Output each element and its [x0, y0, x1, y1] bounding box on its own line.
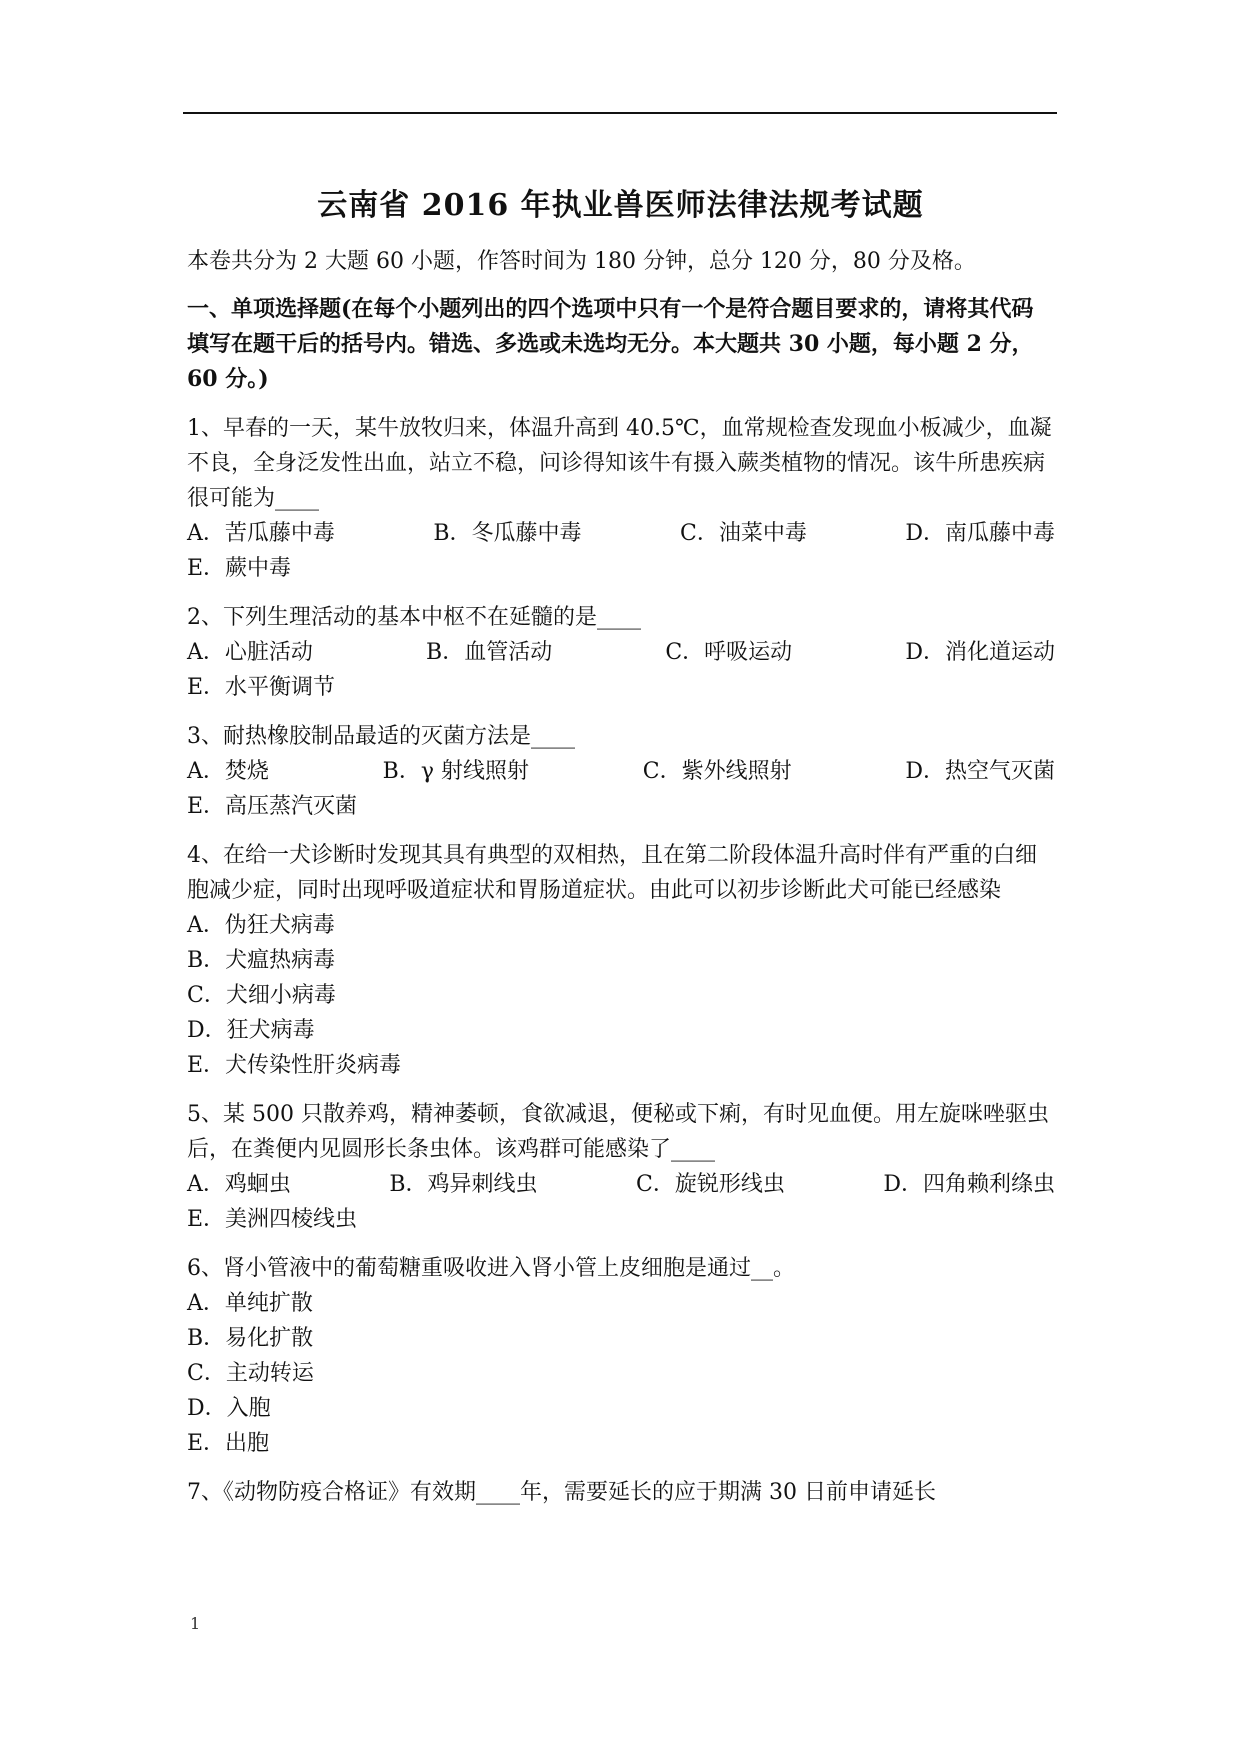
option-d: D．入胞	[187, 1396, 271, 1421]
question-1	[187, 411, 1055, 586]
option-d: D．四角赖利绦虫	[883, 1172, 1055, 1197]
option-a: A．单纯扩散	[187, 1291, 313, 1316]
option-e: E．犬传染性肝炎病毒	[187, 1053, 402, 1078]
option-a: A．焚烧	[187, 759, 269, 784]
option-d: D．热空气灭菌	[905, 759, 1055, 784]
option-b: B．γ 射线照射	[382, 759, 529, 784]
option-c: C．主动转运	[187, 1361, 314, 1386]
options-row	[187, 754, 1055, 789]
question-text: 2、下列生理活动的基本中枢不在延髓的是____	[187, 605, 641, 630]
option-e: E．高压蒸汽灭菌	[187, 794, 358, 819]
question-text: 5、某 500 只散养鸡，精神萎顿，食欲减退，便秘或下痢，有时见血便。用左旋咪唑驱虫后，在粪便内见圆形长条虫体。该鸡群可能感染了____	[187, 1102, 1049, 1162]
option-a: A．鸡蛔虫	[187, 1172, 291, 1197]
question-5	[187, 1097, 1055, 1237]
page-number: 1	[190, 1614, 201, 1633]
header-rule	[183, 112, 1057, 114]
option-e: E．美洲四棱线虫	[187, 1207, 358, 1232]
section-heading: 一、单项选择题(在每个小题列出的四个选项中只有一个是符合题目要求的，请将其代码填写在题干后的括号内。错选、多选或未选均无分。本大题共 30 小题，每小题 2 分，60 分。)	[187, 296, 1034, 392]
option-b: B．鸡异刺线虫	[389, 1172, 538, 1197]
option-b: B．冬瓜藤中毒	[433, 521, 582, 546]
option-d: D．南瓜藤中毒	[905, 521, 1055, 546]
question-text: 3、耐热橡胶制品最适的灭菌方法是____	[187, 724, 575, 749]
option-a: A．伪狂犬病毒	[187, 913, 335, 938]
option-c: C．旋锐形线虫	[636, 1172, 785, 1197]
option-c: C．犬细小病毒	[187, 983, 336, 1008]
question-4	[187, 838, 1055, 1083]
options-list	[187, 908, 1055, 1083]
option-e: E．蕨中毒	[187, 556, 292, 581]
page-title: 云南省 2016 年执业兽医师法律法规考试题	[317, 188, 924, 223]
question-7	[187, 1475, 1055, 1510]
options-row	[187, 516, 1055, 551]
exam-intro: 本卷共分为 2 大题 60 小题，作答时间为 180 分钟，总分 120 分，80 分及格。	[187, 249, 976, 274]
option-b: B．易化扩散	[187, 1326, 314, 1351]
option-d: D．狂犬病毒	[187, 1018, 315, 1043]
option-b: B．犬瘟热病毒	[187, 948, 336, 973]
question-6	[187, 1251, 1055, 1461]
options-row	[187, 1167, 1055, 1202]
option-a: A．心脏活动	[187, 640, 313, 665]
option-e: E．出胞	[187, 1431, 270, 1456]
question-text: 7、《动物防疫合格证》有效期____年，需要延长的应于期满 30 日前申请延长	[187, 1480, 936, 1505]
question-3	[187, 719, 1055, 824]
options-row	[187, 635, 1055, 670]
option-c: C．油菜中毒	[680, 521, 807, 546]
option-c: C．呼吸运动	[665, 640, 793, 665]
document-body	[187, 244, 1055, 1510]
option-b: B．血管活动	[426, 640, 553, 665]
question-text: 6、肾小管液中的葡萄糖重吸收进入肾小管上皮细胞是通过__。	[187, 1256, 795, 1281]
option-c: C．紫外线照射	[642, 759, 792, 784]
question-2	[187, 600, 1055, 705]
question-text: 4、在给一犬诊断时发现其具有典型的双相热，且在第二阶段体温升高时伴有严重的白细胞减少症，同时出现呼吸道症状和胃肠道症状。由此可以初步诊断此犬可能已经感染	[187, 843, 1037, 903]
option-a: A．苦瓜藤中毒	[187, 521, 335, 546]
options-list	[187, 1286, 1055, 1461]
option-d: D．消化道运动	[905, 640, 1055, 665]
question-text: 1、早春的一天，某牛放牧归来，体温升高到 40.5℃，血常规检查发现血小板减少，血凝不良，全身泛发性出血，站立不稳，问诊得知该牛有摄入蕨类植物的情况。该牛所患疾病很可能为____	[187, 416, 1052, 511]
option-e: E．水平衡调节	[187, 675, 336, 700]
